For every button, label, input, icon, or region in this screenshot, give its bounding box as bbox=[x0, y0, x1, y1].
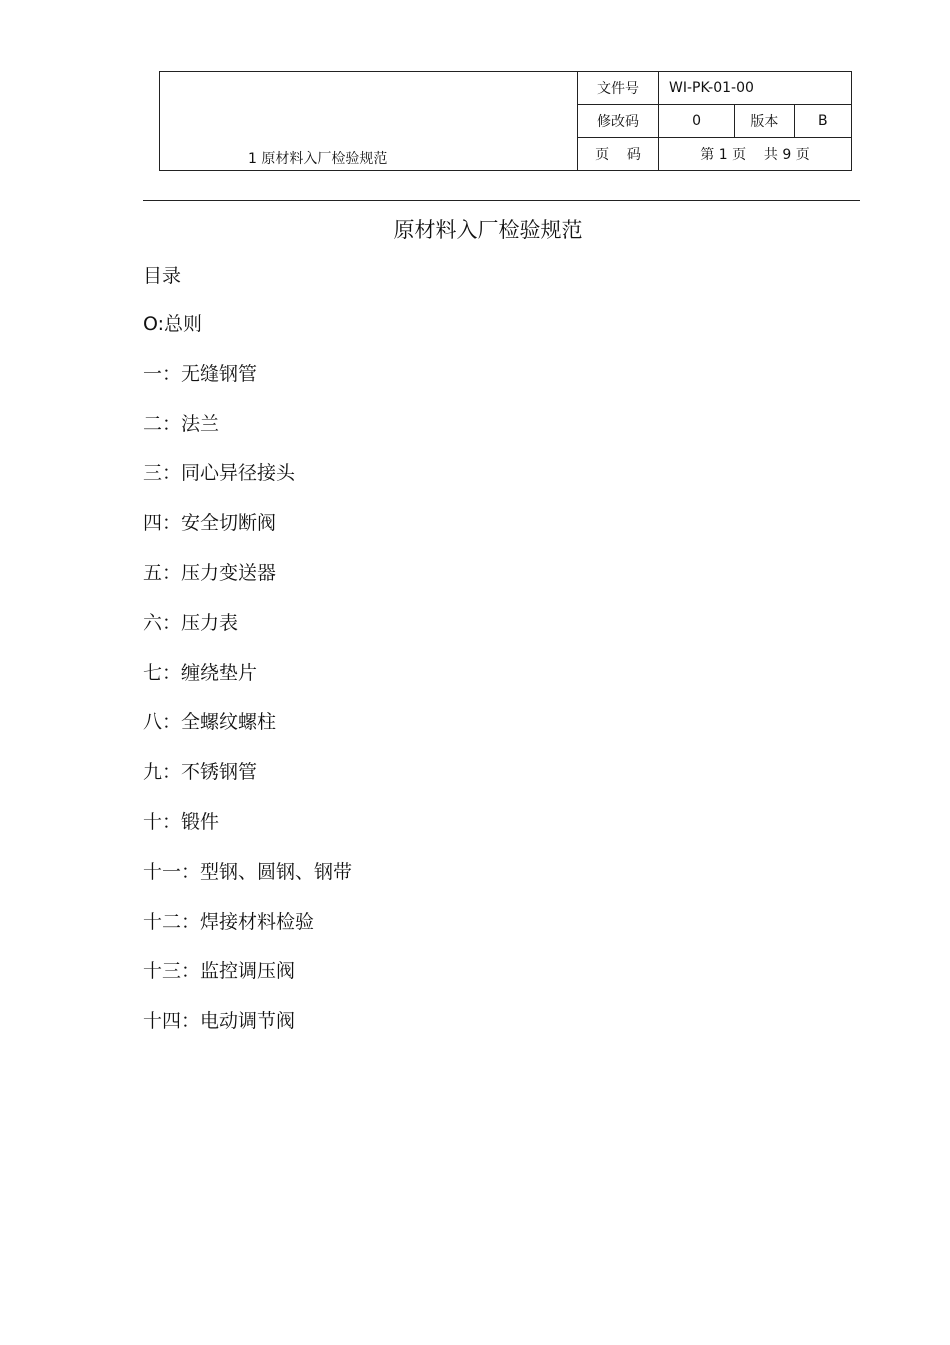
toc-item: 九：不锈钢管 bbox=[143, 761, 258, 784]
toc-item: 十三：监控调压阀 bbox=[143, 960, 296, 983]
toc-item: 十：锻件 bbox=[143, 810, 220, 833]
page-title: 原材料入厂检验规范 bbox=[393, 218, 583, 242]
toc-item: 二：法兰 bbox=[143, 412, 220, 435]
file-no-value: WI-PK-01-00 bbox=[659, 72, 852, 105]
file-no-label: 文件号 bbox=[578, 72, 659, 105]
table-of-contents bbox=[143, 312, 352, 1059]
version-label: 版本 bbox=[735, 105, 794, 138]
version-value: B bbox=[794, 105, 851, 138]
revision-value: 0 bbox=[659, 105, 735, 138]
toc-item: 七：缠绕垫片 bbox=[143, 661, 258, 684]
toc-item: 十一：型钢、圆钢、钢带 bbox=[143, 860, 353, 883]
toc-item: 五：压力变送器 bbox=[143, 561, 277, 584]
toc-item: 三：同心异径接头 bbox=[143, 462, 296, 485]
toc-item: 六：压力表 bbox=[143, 611, 239, 634]
header-doc-title: 1 原材料入厂检验规范 bbox=[160, 72, 578, 171]
revision-label: 修改码 bbox=[578, 105, 659, 138]
toc-item: 一：无缝钢管 bbox=[143, 362, 258, 385]
toc-item: O:总则 bbox=[143, 313, 203, 335]
toc-item: 八：全螺纹螺柱 bbox=[143, 711, 277, 734]
toc-item: 十二：焊接材料检验 bbox=[143, 910, 315, 933]
toc-item: 十四：电动调节阀 bbox=[143, 1010, 296, 1033]
header-divider bbox=[143, 200, 860, 201]
toc-heading: 目录 bbox=[143, 265, 182, 287]
toc-item: 四：安全切断阀 bbox=[143, 512, 277, 535]
page-info: 第 1 页 共 9 页 bbox=[659, 138, 852, 171]
document-header-table bbox=[159, 71, 852, 171]
page-label: 页 码 bbox=[578, 138, 659, 171]
